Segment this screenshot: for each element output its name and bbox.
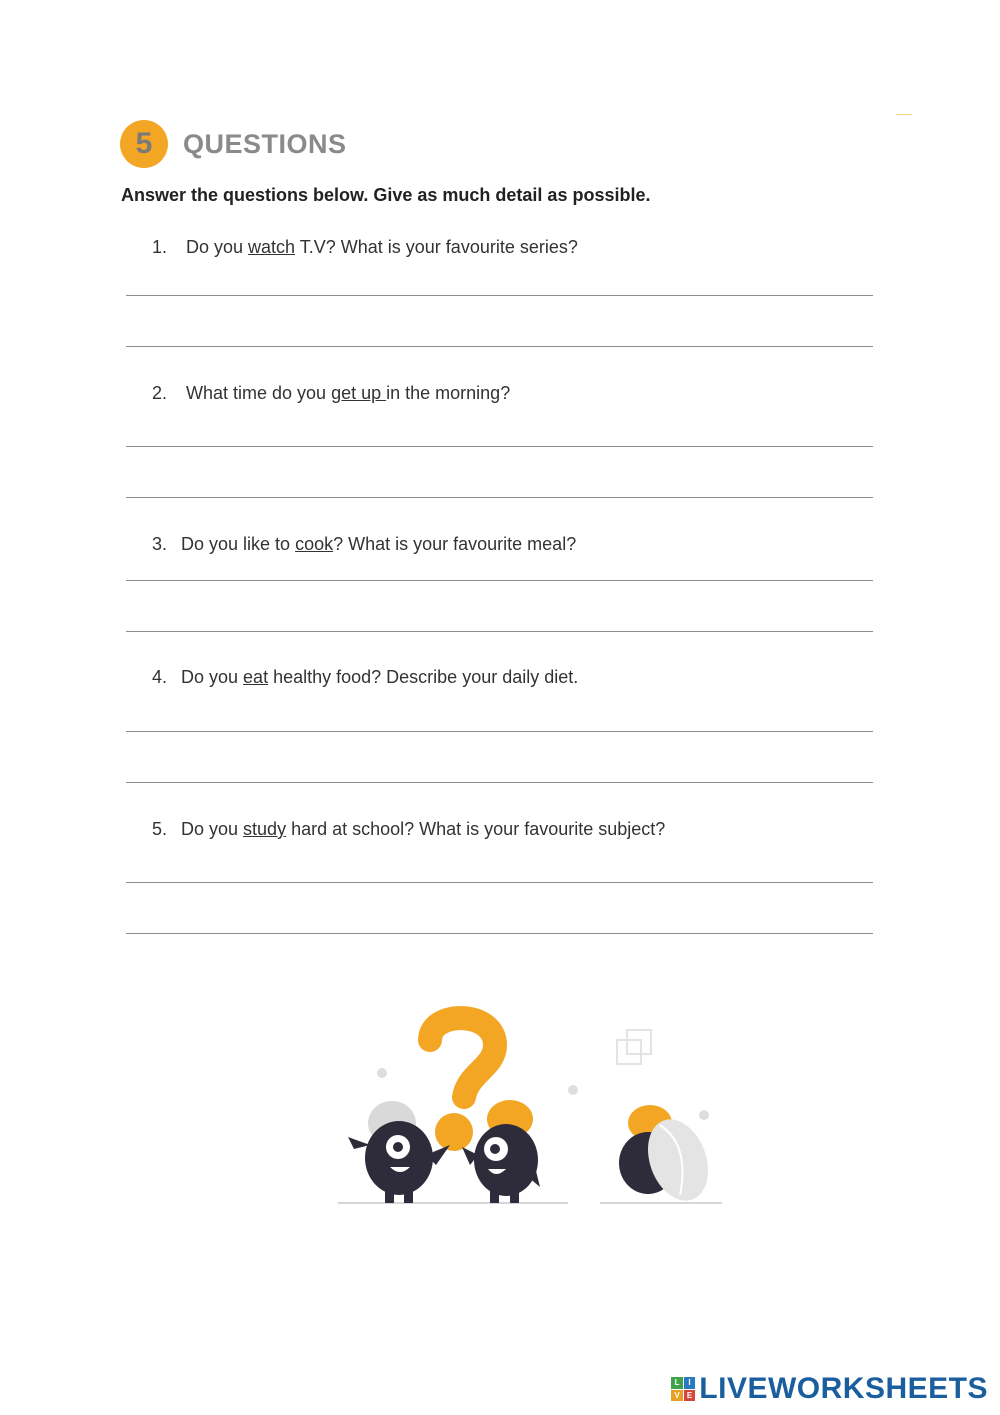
answer-line[interactable]	[126, 446, 873, 447]
question-keyword: get up	[331, 383, 387, 403]
character-orange-cap	[462, 1100, 540, 1203]
logo-letter: I	[684, 1377, 696, 1389]
character-gray-cap	[348, 1101, 450, 1203]
logo-letter: V	[671, 1390, 683, 1402]
question-text: Do you like to	[181, 534, 296, 554]
question-number: 1.	[152, 237, 168, 257]
question-number: 4.	[152, 667, 168, 687]
answer-line[interactable]	[126, 295, 873, 296]
answer-line[interactable]	[126, 346, 873, 347]
section-number: 5	[135, 127, 153, 160]
decorative-square	[617, 1040, 641, 1064]
section-title: QUESTIONS	[183, 129, 347, 159]
character-thinking	[619, 1105, 719, 1209]
question-number: 2.	[152, 383, 168, 403]
answer-line[interactable]	[126, 731, 873, 732]
logo-letter: E	[684, 1390, 696, 1402]
question-keyword: watch	[248, 237, 296, 257]
question-mark-icon	[430, 1018, 495, 1151]
question-text: Do you	[186, 237, 249, 257]
section-number-badge	[120, 120, 168, 168]
decorative-dot	[699, 1110, 709, 1120]
decorative-dot	[568, 1085, 578, 1095]
brand-name: LIVEWORKSHEETS	[699, 1372, 988, 1405]
question-keyword: eat	[243, 667, 269, 687]
answer-line[interactable]	[126, 580, 873, 581]
question-keyword: study	[243, 819, 287, 839]
question-5	[152, 819, 665, 840]
question-text: ? What is your favourite meal?	[333, 534, 577, 554]
question-keyword: cook	[295, 534, 334, 554]
answer-line[interactable]	[126, 497, 873, 498]
liveworksheets-brand[interactable]	[671, 1372, 988, 1406]
answer-line[interactable]	[126, 782, 873, 783]
liveworksheets-logo-icon	[671, 1377, 695, 1401]
question-text: T.V? What is your favourite series?	[295, 237, 578, 257]
instructions-text: Answer the questions below. Give as much detail as possible.	[121, 185, 651, 205]
question-text: hard at school? What is your favourite subject?	[286, 819, 666, 839]
question-3	[152, 534, 576, 555]
question-text: Do you	[181, 667, 244, 687]
decorative-tick	[896, 114, 912, 115]
question-text: healthy food? Describe your daily diet.	[268, 667, 579, 687]
question-1	[152, 237, 578, 258]
question-characters-illustration	[330, 1005, 730, 1210]
question-text: What time do you	[186, 383, 332, 403]
question-4	[152, 667, 578, 688]
logo-letter: L	[671, 1377, 683, 1389]
decorative-square	[627, 1030, 651, 1054]
answer-line[interactable]	[126, 631, 873, 632]
question-text: in the morning?	[386, 383, 511, 403]
answer-line[interactable]	[126, 882, 873, 883]
question-number: 5.	[152, 819, 168, 839]
question-2	[152, 383, 510, 404]
question-text: Do you	[181, 819, 244, 839]
decorative-dot	[377, 1068, 387, 1078]
answer-line[interactable]	[126, 933, 873, 934]
question-number: 3.	[152, 534, 168, 554]
